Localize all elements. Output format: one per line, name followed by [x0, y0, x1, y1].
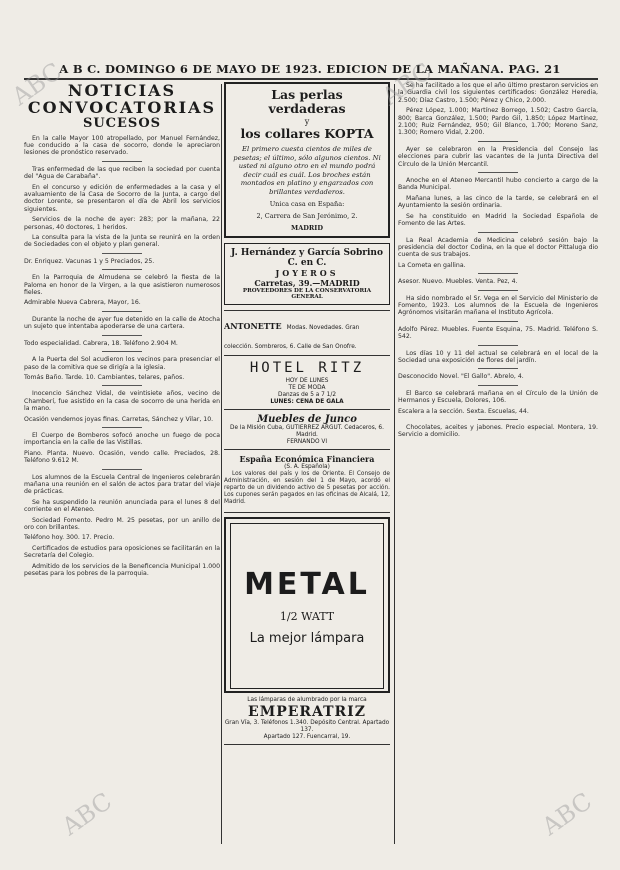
news-item: Certificados de estudios para oposiciones se facilitarán en la Secretaría del Colegio. — [24, 544, 220, 560]
ad-perlas-headline: Las perlas verdaderas — [268, 87, 346, 116]
news-item: A la Puerta del Sol acudieron los vecinos para presenciar el paso de la comitiva que se dirigía a la iglesia. — [24, 356, 220, 371]
ad-ritz-line-1: HOY DE LUNES — [285, 378, 329, 384]
news-item: Ayer se celebraron en la Presidencia del Consejo las elecciones para cubrir las vacantes de la Junta Directiva del Círculo de la Unión Mercantil. — [398, 145, 598, 168]
classified-item: Escalera a la sección. Sexta. Escuelas, 44. — [398, 407, 529, 415]
news-item: Tras enfermedad de las que reciben la sociedad por cuenta del "Agua de Carabaña". — [24, 165, 220, 181]
news-item: Mañana lunes, a las cinco de la tarde, se celebrará en el Ayuntamiento la sesión ordinaria. — [398, 194, 598, 210]
ad-hotel-ritz — [224, 360, 390, 410]
classified-item: Todo especialidad. Cabrera, 18. Teléfono 2.904 M. — [24, 339, 178, 347]
divider — [478, 172, 518, 173]
ad-metal — [224, 517, 390, 693]
right-column — [398, 82, 598, 850]
news-item: Se ha facilitado a los que el año último prestaron servicios en la Guardia civil los siguientes certificados: González Heredia, 2.500; Díaz Castro, 1.500; Pérez y Chico, 2.000. — [398, 82, 598, 104]
column-rule-1 — [221, 84, 222, 844]
classified-item: Admirable Nueva Cabrera, Mayor, 16. — [24, 299, 141, 307]
ad-joyeros-title: JOYEROS — [275, 268, 339, 278]
divider — [478, 290, 518, 291]
news-item: Ha sido nombrado el Sr. Vega en el Servicio del Ministerio de Fomento, 1923. Los alumnos de la Escuela de Ingenieros Agrónomos visitarán mañana el Instituto Agrícola. — [398, 294, 598, 317]
news-item: La Real Academia de Medicina celebró sesión bajo la presidencia del doctor Codina, en la que el doctor Pittaluga dio cuenta de sus trabajos. — [398, 236, 598, 259]
ad-emperatriz — [224, 697, 390, 745]
divider — [102, 161, 142, 162]
news-item: El Cuerpo de Bomberos sofocó anoche un fuego de poca importancia en la calle de las Vistillas. — [24, 431, 220, 447]
ad-antonette — [224, 310, 390, 356]
news-item: Chocolates, aceites y jabones. Precio especial. Montera, 19. Servicio a domicilio. — [398, 424, 598, 439]
divider — [102, 335, 142, 336]
ad-emperatriz-title: EMPERATRIZ — [248, 704, 366, 720]
news-item: Los alumnos de la Escuela Central de Ingenieros celebrarán mañana una reunión en el salón de actos para tratar del viaje de prácticas. — [24, 473, 220, 496]
classified-item: Adolfo Pérez. Muebles. Fuente Esquina, 75. Madrid. Teléfono S. 542. — [398, 325, 598, 341]
page-header: A B C. DOMINGO 6 DE MAYO DE 1923. EDICION DE LA MAÑANA. PAG. 21 — [59, 62, 561, 76]
divider — [102, 427, 142, 428]
divider — [102, 269, 142, 270]
news-item: Durante la noche de ayer fue detenido en la calle de Atocha un sujeto que intentaba apoderarse de una cartera. — [24, 315, 220, 331]
ad-perlas-brand: los collares KOPTA — [240, 126, 374, 141]
news-item: En la calle Mayor 100 atropellado, por Manuel Fernández, fue conducido a la casa de socorro, donde le apreciaron lesiones de pronóstico reservado. — [24, 134, 220, 157]
ad-perlas-addr-1: Unica casa en España: — [269, 200, 345, 208]
ad-ritz-line-4: LUNES: CENA DE GALA — [270, 399, 344, 405]
divider — [102, 385, 142, 386]
ad-espana-text: Los valores del país y los de Oriente. El Consejo de Administración, en sesión del 1 de Mayo, acordó el reparto de un dividendo activo de 5 pesetas por acción. Los cupones serán pagados en las oficinas de Alcalá, 12, Madrid. — [224, 471, 390, 505]
watermark-stamp: ABC — [6, 57, 67, 111]
divider — [478, 368, 518, 369]
news-item: En la Parroquia de Almudena se celebró la fiesta de la Paloma en honor de la Virgen, a la que asistieron numerosos fieles. — [24, 274, 220, 297]
ad-joyeros-note: PROVEEDORES DE LA CONSERVATORIA GENERAL — [242, 288, 372, 300]
ad-perlas-body: El primero cuesta cientos de miles de pesetas; el último, sólo algunos cientos. Ni usted ni alguno otro en el mundo podrá decir cuál es cuál. Los broches están montados en platino y engarzados con brillantes verdaderos. — [233, 145, 381, 196]
divider — [478, 232, 518, 233]
ad-metal-tagline: La mejor lámpara — [249, 630, 365, 646]
news-item: Admitido de los servicios de la Beneficencia Municipal 1.000 pesetas para los pobres de la parroquia. — [24, 562, 220, 578]
news-item: El Barco se celebrará mañana en el Círculo de la Unión de Hermanos y Escuela, Dolores, 106. — [398, 389, 598, 405]
news-item: Pérez López, 1.000; Martínez Borrego, 1.502; Castro García, 800; Barca González, 1.500; Pardo Gil, 1.850; López Martínez, 2.100; Ruiz Fernández, 950; Gil Blanco, 1.700; Moreno Sanz, 1.300; Romero Vidal, 2.200. — [398, 107, 598, 137]
ad-antonette-text: Modas. Novedades. Gran colección. Sombreros, 6. Calle de San Onofre. — [224, 325, 360, 350]
ad-joyeros-address: Carretas, 39.—MADRID — [254, 278, 360, 288]
divider — [478, 141, 518, 142]
ad-ritz-line-2: TE DE MODA — [288, 385, 326, 391]
news-item: Servicios de la noche de ayer: 283; por la mañana, 22 personas, 40 doctores, 1 heridos. — [24, 216, 220, 231]
divider — [478, 419, 518, 420]
ad-espana-title: España Económica Financiera — [239, 454, 375, 464]
classified-item: Ocasión vendemos joyas finas. Carretas, Sánchez y Vilar, 10. — [24, 415, 214, 423]
divider — [478, 273, 518, 274]
classified-item: Tomás Baño. Tarde. 10. Cambiantes, telares, paños. — [24, 373, 185, 381]
ad-perlas-city: MADRID — [291, 224, 323, 232]
news-item: En el concurso y edición de enfermedades a la casa y el avaluamiento de la Casa de Socorro de la Junta, a cargo del doctor Lorente, se presentaron el día de Abril los servicios siguientes. — [24, 183, 220, 213]
divider — [102, 311, 142, 312]
classified-item: Piano. Planta. Nuevo. Ocasión, vendo calle. Preciados, 28. Teléfono 9.612 M. — [24, 449, 220, 465]
ad-muebles-sign: FERNANDO VI — [286, 439, 328, 445]
ad-muebles-text: De la Misión Cuba, GUTIERREZ ARGUT. Cedaceros, 6. Madrid. — [230, 425, 384, 438]
divider — [102, 253, 142, 254]
divider — [102, 469, 142, 470]
divider — [102, 351, 142, 352]
watermark-stamp: ABC — [376, 57, 437, 111]
divider — [478, 345, 518, 346]
ad-metal-watt: 1/2 WATT — [279, 609, 335, 623]
classified-item: Dr. Enriquez. Vacunas 1 y 5 Preciados, 25. — [24, 257, 155, 265]
news-item: Se ha suspendido la reunión anunciada para el lunes 8 del corriente en el Ateneo. — [24, 498, 220, 514]
ad-antonette-name: ANTONETTE — [224, 321, 282, 331]
ad-emperatriz-addr: Apartado 127. Fuencarral, 19. — [263, 734, 351, 740]
classified-item: Teléfono hoy. 300. 17. Precio. — [24, 534, 115, 542]
ad-espana-economica — [224, 454, 390, 513]
classified-item: La Cometa en gallina. — [398, 261, 466, 269]
middle-column — [224, 82, 390, 850]
watermark-stamp: ABC — [536, 787, 597, 841]
ad-joyeros — [224, 243, 390, 305]
news-item: Inocencio Sánchez Vidal, de veintisiete años, vecino de Chamberí, fue asistido en la casa de socorro de una herida en la mano. — [24, 390, 220, 413]
news-item: Se ha constituido en Madrid la Sociedad Española de Fomento de las Artes. — [398, 212, 598, 228]
news-item: Los días 10 y 11 del actual se celebrará en el local de la Sociedad una exposición de flores del jardín. — [398, 349, 598, 364]
section-title-noticias: NOTICIAS — [67, 82, 177, 100]
section-title-convocatorias: CONVOCATORIAS — [27, 98, 217, 118]
ad-ritz-line-3: Danzas de 5 a 7 1/2 — [277, 392, 337, 398]
ad-metal-inner — [230, 523, 384, 689]
ad-emperatriz-note: Las lámparas de alumbrado por la marca — [247, 697, 367, 703]
ad-joyeros-name: J. Hernández y García Sobrino C. en C. — [231, 248, 383, 268]
classified-item: Desconocido Novel. "El Gallo". Abrelo, 4. — [398, 373, 524, 381]
ad-muebles-junco — [224, 414, 390, 450]
ad-emperatriz-text: Gran Vía, 3. Teléfonos 1.340. Depósito Central. Apartado 137. — [224, 720, 390, 733]
ad-perlas-addr-2: 2, Carrera de San Jerónimo, 2. — [256, 212, 358, 220]
ad-muebles-title: Muebles de Junco — [257, 414, 357, 425]
ad-perlas-connector: y — [304, 117, 310, 126]
ad-ritz-title: HOTEL RITZ — [249, 360, 365, 376]
divider — [478, 321, 518, 322]
ad-perlas-kopta — [224, 82, 390, 238]
ad-metal-word: METAL — [244, 566, 370, 602]
watermark-stamp: ABC — [56, 787, 117, 841]
news-item: Sociedad Fomento. Pedro M. 25 pesetas, por un anillo de oro con brillantes. — [24, 516, 220, 531]
section-title-sucesos: SUCESOS — [82, 115, 162, 131]
classified-item: Asesor. Nuevo. Muebles. Venta. Pez, 4. — [398, 278, 518, 286]
ad-espana-sub: (S. A. Española) — [284, 464, 330, 470]
news-item: Anoche en el Ateneo Mercantil hubo concierto a cargo de la Banda Municipal. — [398, 177, 598, 192]
news-item: La consulta para la vista de la Junta se reunirá en la orden de Sociedades con el objeto y plan general. — [24, 234, 220, 249]
column-rule-2 — [394, 84, 395, 844]
left-column — [24, 82, 220, 850]
header-rule — [24, 78, 598, 80]
divider — [478, 385, 518, 386]
